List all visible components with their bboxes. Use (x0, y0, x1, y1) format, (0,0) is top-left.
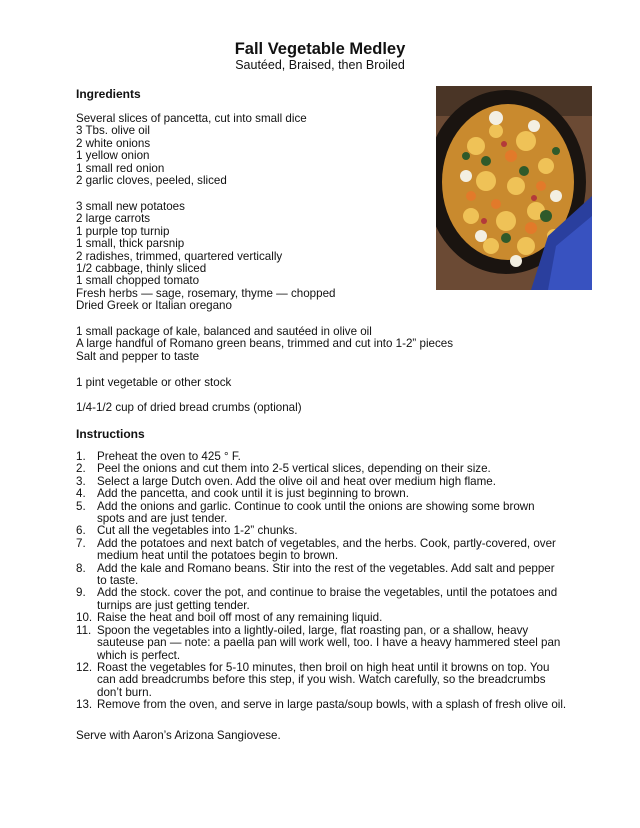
step-text: medium heat until the potatoes begin to brown. (97, 549, 339, 563)
instruction-step (76, 625, 576, 662)
ingredients-heading: Ingredients (76, 87, 141, 101)
serving-note: Serve with Aaron’s Arizona Sangiovese. (76, 729, 281, 742)
step-text: Remove from the oven, and serve in large pasta/soup bowls, with a splash of fresh olive oil. (97, 698, 567, 712)
instruction-step (76, 587, 576, 612)
step-number: 10. (76, 611, 93, 625)
step-number: 11. (76, 623, 92, 637)
ingredient-line: 2 garlic cloves, peeled, sliced (76, 174, 227, 188)
ingredient-group-crumbs (76, 402, 496, 414)
ingredient-line: 1/4-1/2 cup of dried bread crumbs (optional) (76, 401, 302, 414)
recipe-subtitle: Sautéed, Braised, then Broiled (235, 58, 405, 72)
step-text: Add the onions and garlic. Continue to cook until the onions are showing some brown (97, 499, 535, 513)
step-number: 1. (76, 450, 86, 463)
instruction-step (76, 612, 576, 624)
instruction-step (76, 538, 576, 563)
step-text: don’t burn. (97, 685, 152, 699)
ingredient-line: 2 large carrots (76, 212, 151, 226)
step-text: which is perfect. (97, 648, 181, 662)
step-text: Add the pancetta, and cook until it is just beginning to brown. (97, 487, 409, 501)
ingredient-line: 1 small chopped tomato (76, 274, 200, 288)
step-number: 8. (76, 561, 86, 575)
step-text: to taste. (97, 574, 139, 588)
step-text: Add the potatoes and next batch of vegetables, and the herbs. Cook, partly-covered, over (97, 536, 556, 550)
ingredient-line: 1 small red onion (76, 161, 165, 175)
ingredient-line: Dried Greek or Italian oregano (76, 299, 232, 313)
step-number: 6. (76, 524, 86, 538)
instruction-step (76, 525, 576, 537)
instruction-step (76, 662, 576, 699)
ingredient-line: 3 Tbs. olive oil (76, 124, 150, 138)
step-text: spots and are just tender. (97, 512, 228, 526)
step-text: Add the stock. cover the pot, and continue to braise the vegetables, until the potatoes and (97, 586, 558, 600)
step-text: sauteuse pan — note: a paella pan will work well, too. I have a heavy hammered steel pan (97, 636, 561, 650)
step-text: Select a large Dutch oven. Add the olive oil and heat over medium high flame. (97, 474, 496, 488)
step-text: can add breadcrumbs before this step, if you wish. Watch carefully, so the breadcrumbs (97, 673, 546, 687)
step-text: Peel the onions and cut them into 2-5 vertical slices, depending on their size. (97, 462, 491, 476)
step-text: Preheat the oven to 425 ° F. (97, 450, 241, 463)
ingredient-line: 1/2 cabbage, thinly sliced (76, 262, 207, 276)
ingredient-line: 1 yellow onion (76, 149, 150, 163)
step-text: Spoon the vegetables into a lightly-oiled, large, flat roasting pan, or a shallow, heavy (97, 623, 529, 637)
ingredient-line: Several slices of pancetta, cut into small dice (76, 112, 307, 125)
instruction-step (76, 463, 576, 475)
ingredient-line: 1 small package of kale, balanced and sautéed in olive oil (76, 325, 372, 338)
ingredient-line: 3 small new potatoes (76, 200, 185, 213)
vegetable-pan-image (436, 86, 592, 290)
step-text: turnips are just getting tender. (97, 598, 250, 612)
step-number: 4. (76, 487, 86, 501)
step-text: Roast the vegetables for 5-10 minutes, then broil on high heat until it browns on top. You (97, 660, 550, 674)
ingredient-line: 1 small, thick parsnip (76, 237, 185, 251)
ingredient-line: Salt and pepper to taste (76, 349, 200, 363)
step-number: 12. (76, 660, 93, 674)
step-number: 9. (76, 586, 86, 600)
instruction-step (76, 563, 576, 588)
step-number: 7. (76, 536, 86, 550)
instruction-step (76, 501, 576, 526)
step-text: Cut all the vegetables into 1-2” chunks. (97, 524, 298, 538)
ingredient-line: Fresh herbs — sage, rosemary, thyme — chopped (76, 286, 336, 300)
instruction-list (76, 451, 576, 712)
step-text: Add the kale and Romano beans. Stir into the rest of the vegetables. Add salt and pepper (97, 561, 555, 575)
instructions-heading: Instructions (76, 427, 145, 441)
ingredient-group-stock (76, 377, 496, 389)
step-number: 13. (76, 698, 93, 712)
step-number: 3. (76, 474, 86, 488)
instruction-step (76, 488, 576, 500)
recipe-title: Fall Vegetable Medley (234, 40, 406, 58)
instruction-step (76, 699, 576, 711)
ingredient-line: 2 white onions (76, 136, 151, 150)
ingredient-group-vegetables (76, 201, 496, 313)
step-text: Raise the heat and boil off most of any remaining liquid. (97, 611, 383, 625)
step-number: 2. (76, 462, 86, 476)
ingredient-group-aromatics (76, 113, 496, 187)
ingredient-group-greens (76, 326, 496, 363)
ingredient-line: A large handful of Romano green beans, trimmed and cut into 1-2” pieces (76, 337, 454, 351)
ingredient-line: 1 pint vegetable or other stock (76, 376, 232, 389)
ingredient-line: 1 purple top turnip (76, 224, 170, 238)
step-number: 5. (76, 499, 86, 513)
ingredient-line: 2 radishes, trimmed, quartered vertically (76, 249, 283, 263)
recipe-photo (436, 86, 592, 290)
